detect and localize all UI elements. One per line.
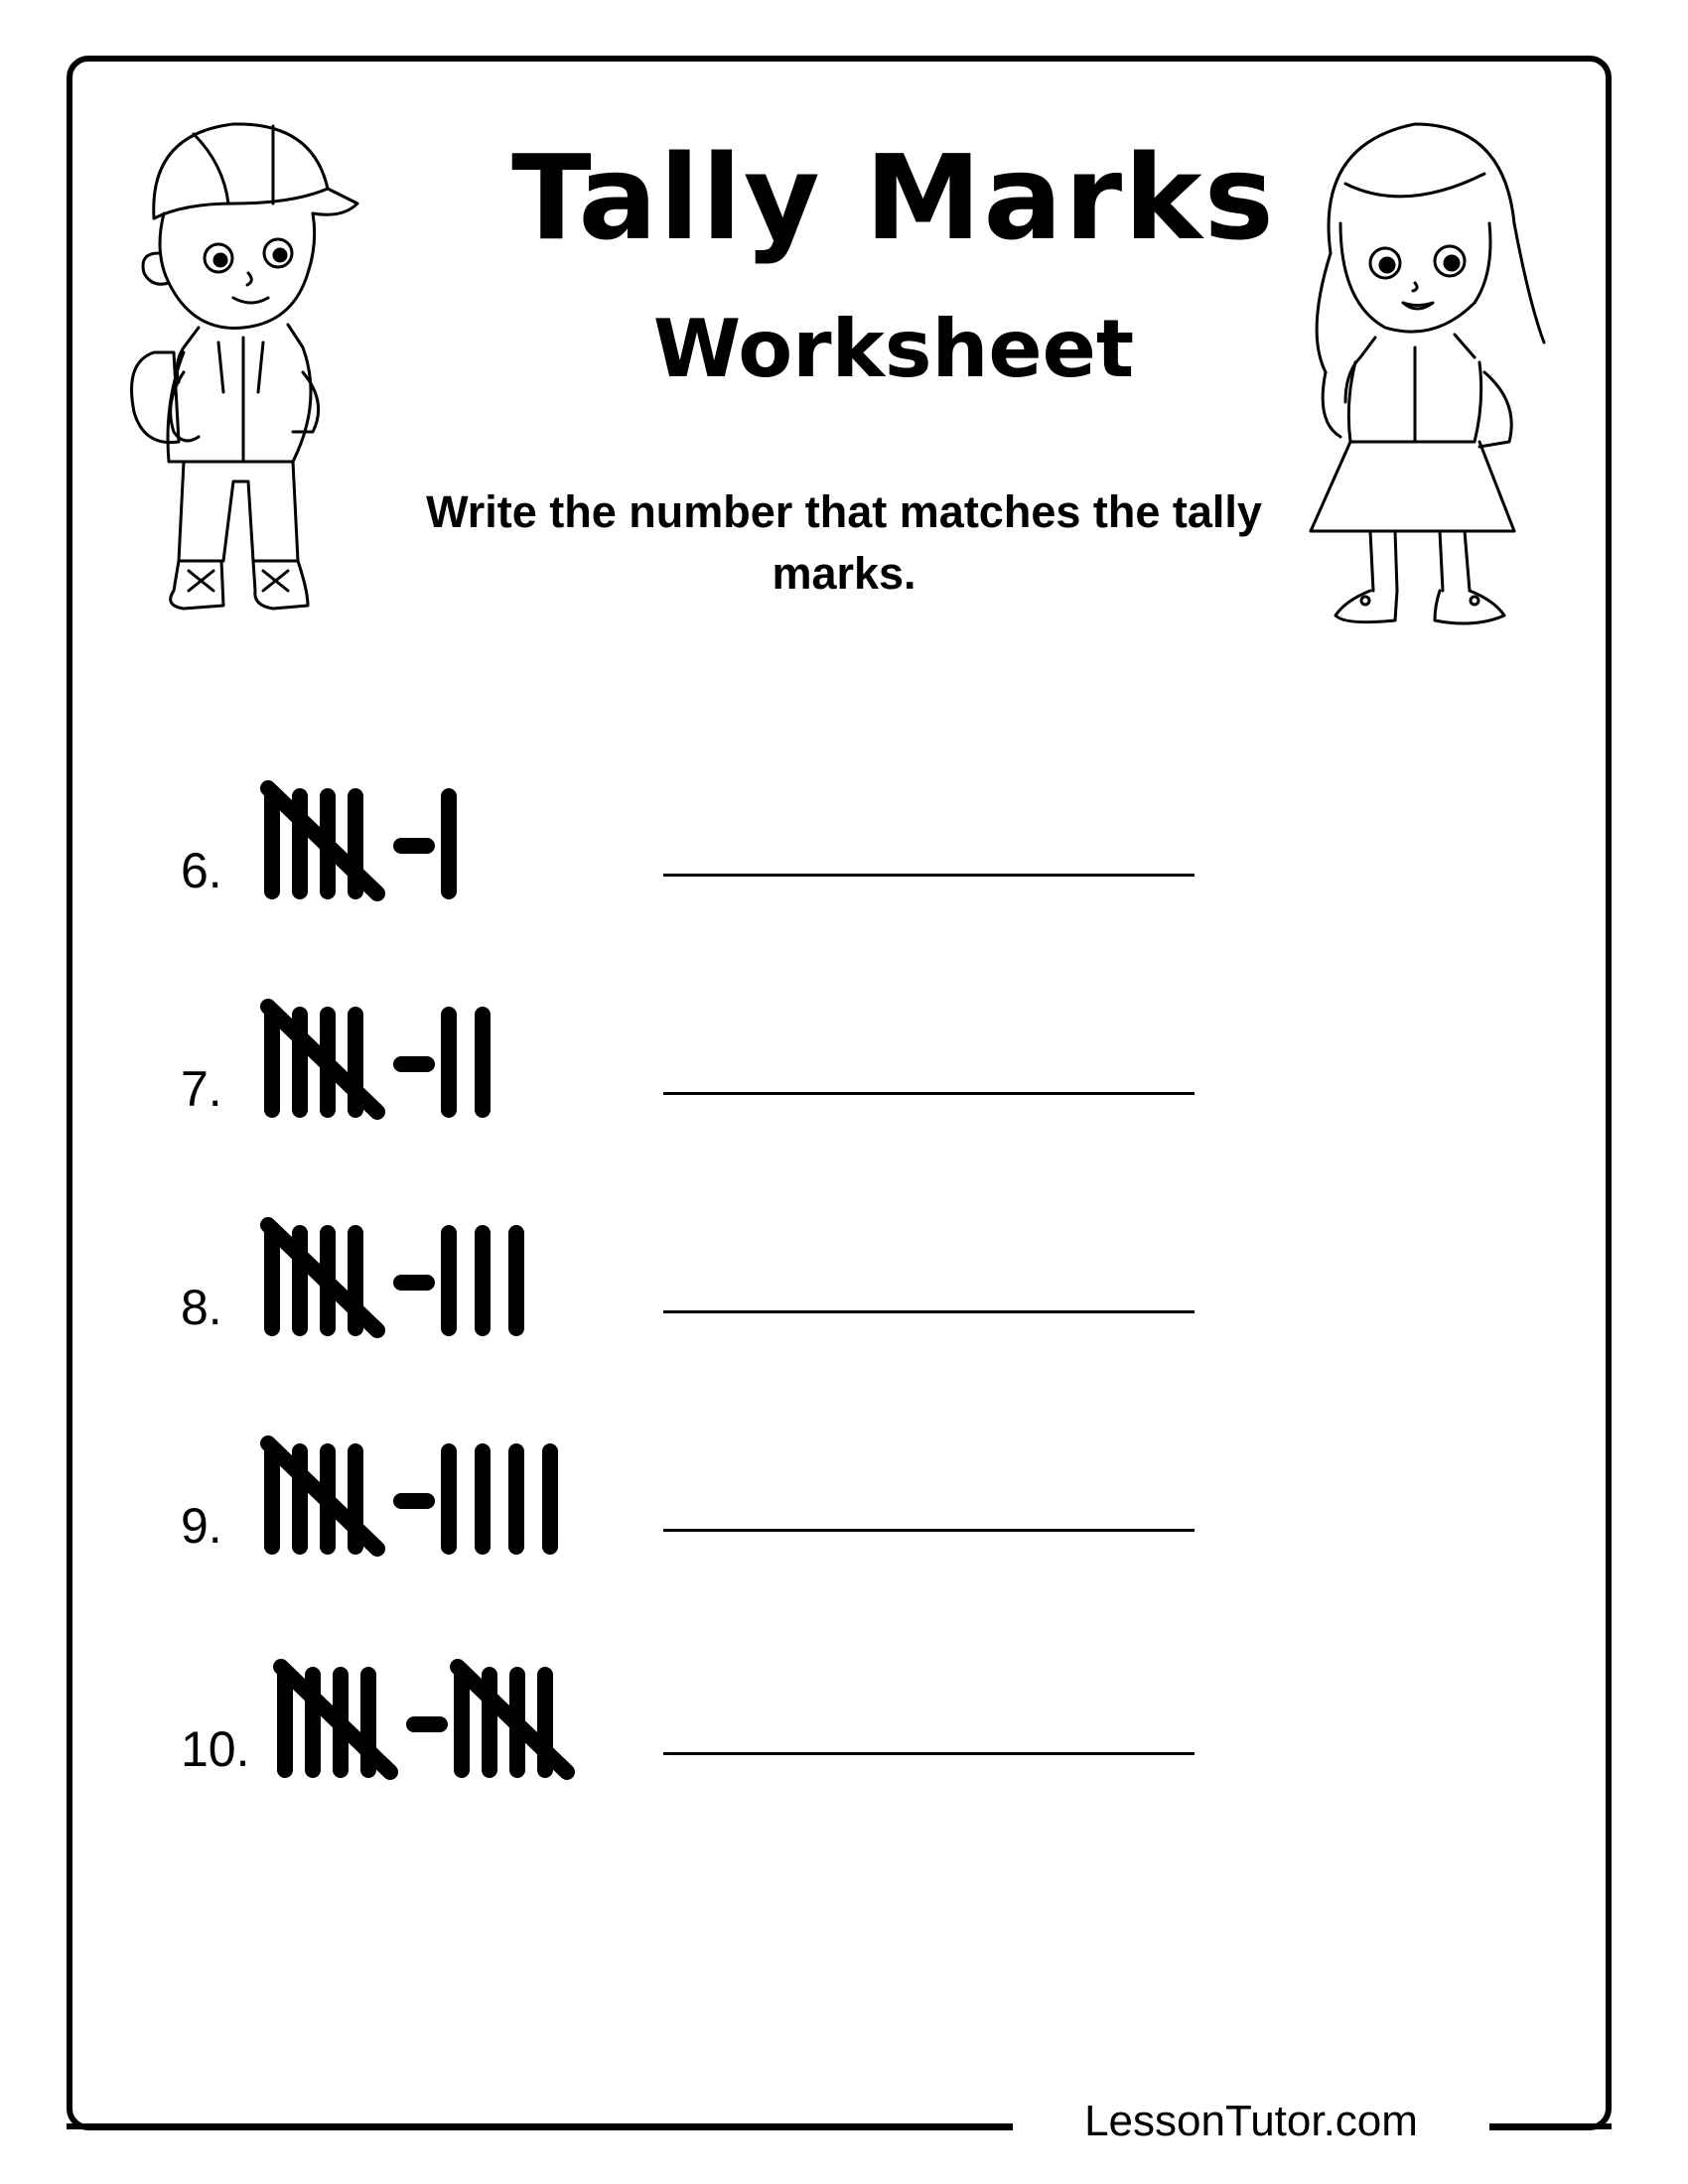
problem-number: 7. (181, 1061, 222, 1117)
footer-rule-right (1482, 2123, 1612, 2129)
answer-line[interactable] (663, 1092, 1195, 1095)
boy-with-backpack-illustration (124, 104, 392, 620)
page-subtitle: Worksheet (652, 303, 1135, 395)
problem-row (0, 1653, 1688, 1802)
problem-number: 10. (181, 1721, 250, 1777)
answer-line[interactable] (663, 1310, 1195, 1313)
problem-row (0, 993, 1688, 1142)
footer-rule-left (67, 2123, 1020, 2129)
page-title: Tally Marks (511, 129, 1276, 266)
tally-marks (260, 1430, 657, 1569)
problem-row (0, 1211, 1688, 1360)
footer-site: LessonTutor.com (1013, 2097, 1489, 2146)
answer-line[interactable] (663, 874, 1195, 877)
problem-row (0, 774, 1688, 923)
problem-number: 9. (181, 1498, 222, 1554)
answer-line[interactable] (663, 1752, 1195, 1755)
tally-marks (260, 993, 657, 1132)
problem-row (0, 1430, 1688, 1578)
tally-marks (260, 774, 657, 913)
tally-marks (273, 1653, 670, 1792)
tally-marks (260, 1211, 657, 1350)
instruction-text: Write the number that matches the tally marks. (426, 486, 1262, 599)
problem-number: 8. (181, 1280, 222, 1335)
problem-number: 6. (181, 843, 222, 898)
answer-line[interactable] (663, 1529, 1195, 1532)
